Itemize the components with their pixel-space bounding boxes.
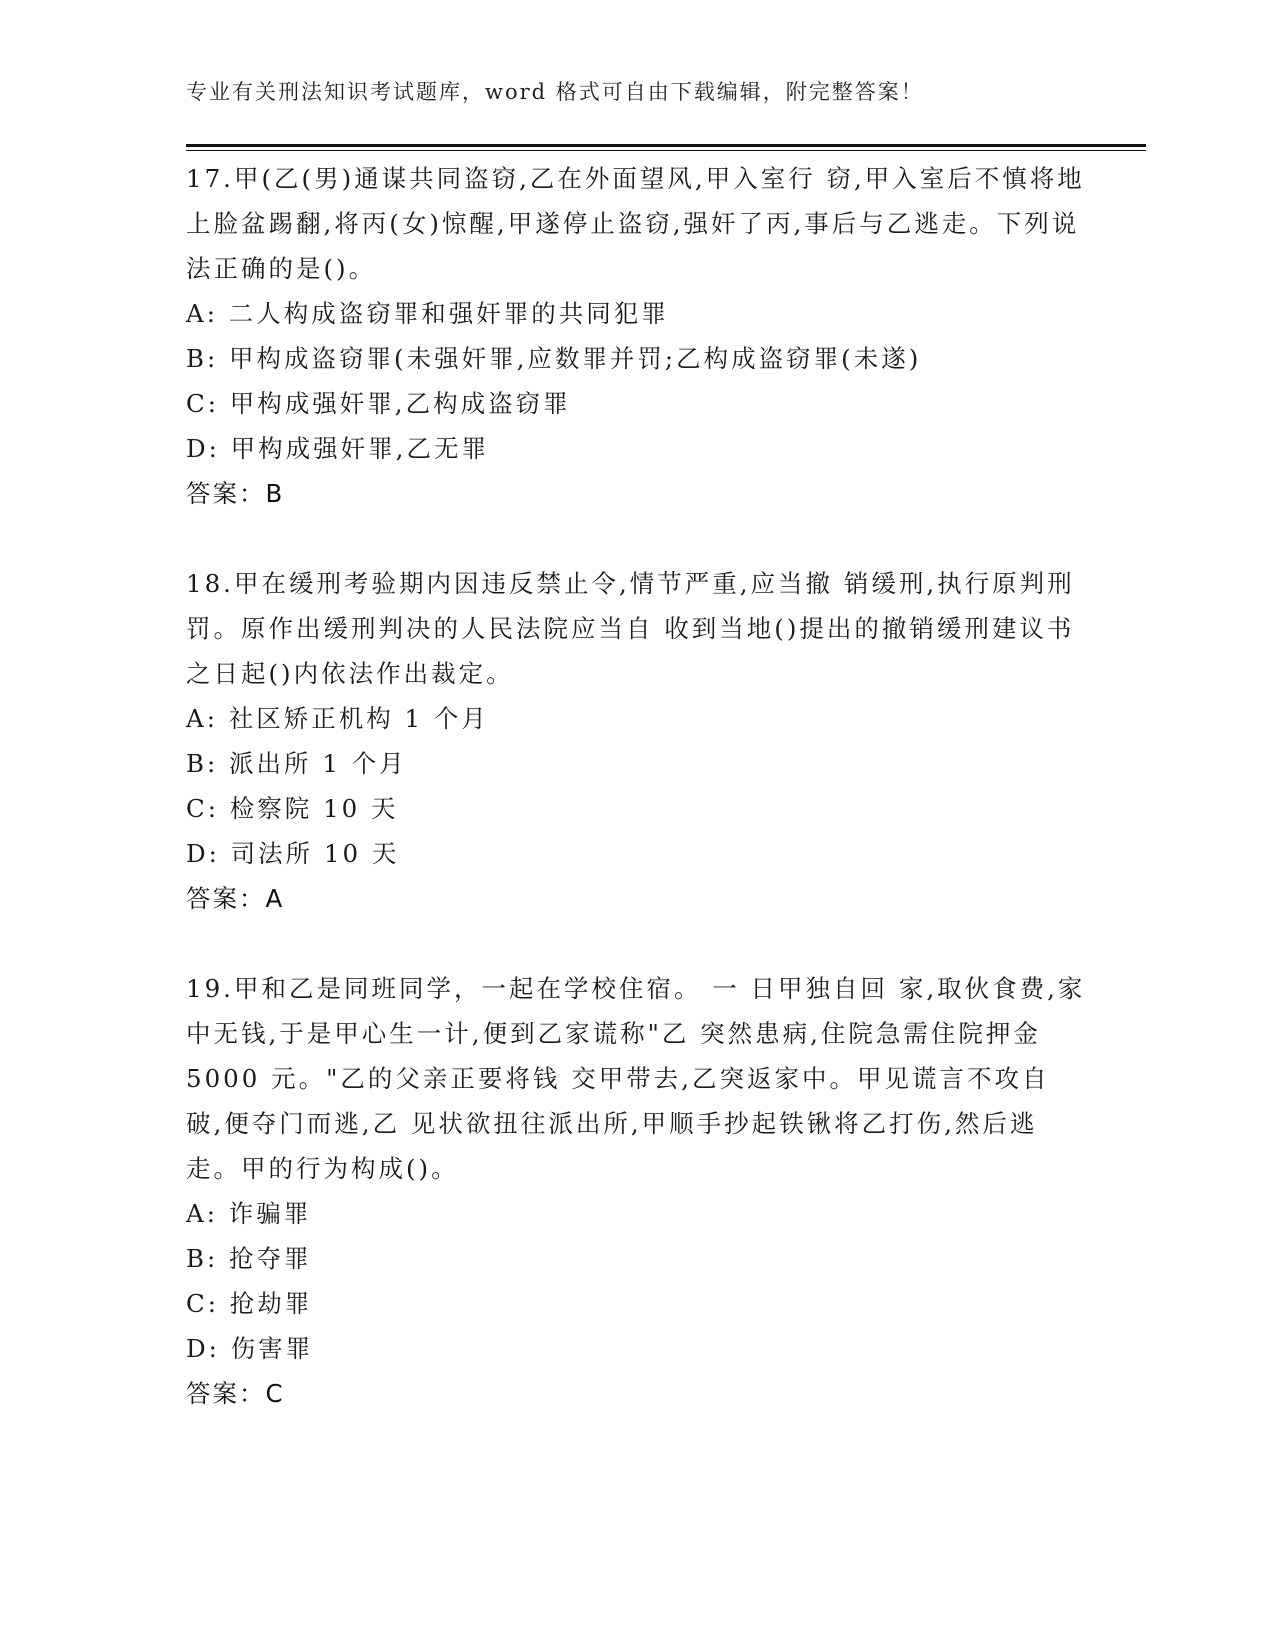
option-c: C: 抢劫罪: [186, 1289, 313, 1318]
option-c: C: 甲构成强奸罪,乙构成盗窃罪: [186, 389, 571, 418]
option-c: C: 检察院 10 天: [186, 794, 399, 823]
option-a: A: 社区矫正机构 1 个月: [186, 704, 489, 733]
question-stem: 18.甲在缓刑考验期内因违反禁止令,情节严重,应当撤 销缓刑,执行原判刑罚。原作出缓刑判决的人民法院应当自 收到当地()提出的撤销缓刑建议书之日起()内依法作出裁定。: [186, 569, 1075, 688]
question-19: [186, 966, 1086, 1416]
question-18: [186, 561, 1086, 921]
header-rule-thick: [186, 144, 1146, 147]
question-17: [186, 156, 1086, 516]
option-b: B: 抢夺罪: [186, 1244, 312, 1273]
page-header: 专业有关刑法知识考试题库，word 格式可自由下载编辑，附完整答案！: [186, 80, 924, 104]
answer-line: 答案：A: [186, 884, 285, 913]
option-d: D: 司法所 10 天: [186, 839, 400, 868]
question-stem: 19.甲和乙是同班同学，一起在学校住宿。 一 日甲独自回 家,取伙食费,家中无钱,于是甲心生一计,便到乙家谎称"乙 突然患病,住院急需住院押金 5000 元。"乙的父亲正要将钱 交甲带去,乙突返家中。甲见谎言不攻自破,便夺门而逃,乙 见状欲扭往派出所,甲顺手抄起铁锹将乙打伤,然后逃走。甲的行为构成()。: [186, 974, 1086, 1183]
answer-line: 答案：B: [186, 479, 285, 508]
option-d: D: 甲构成强奸罪,乙无罪: [186, 434, 489, 463]
question-stem: 17.甲(乙(男)通谋共同盗窃,乙在外面望风,甲入室行 窃,甲入室后不慎将地上脸盆踢翻,将丙(女)惊醒,甲遂停止盗窃,强奸了丙,事后与乙逃走。下列说法正确的是()。: [186, 164, 1085, 283]
option-b: B: 派出所 1 个月: [186, 749, 407, 778]
question-list: [186, 156, 1086, 1461]
answer-line: 答案：C: [186, 1379, 285, 1408]
header-rule-thin: [186, 150, 1146, 151]
option-a: A: 诈骗罪: [186, 1199, 312, 1228]
option-d: D: 伤害罪: [186, 1334, 314, 1363]
option-a: A: 二人构成盗窃罪和强奸罪的共同犯罪: [186, 299, 669, 328]
option-b: B: 甲构成盗窃罪(未强奸罪,应数罪并罚;乙构成盗窃罪(未遂): [186, 344, 922, 373]
